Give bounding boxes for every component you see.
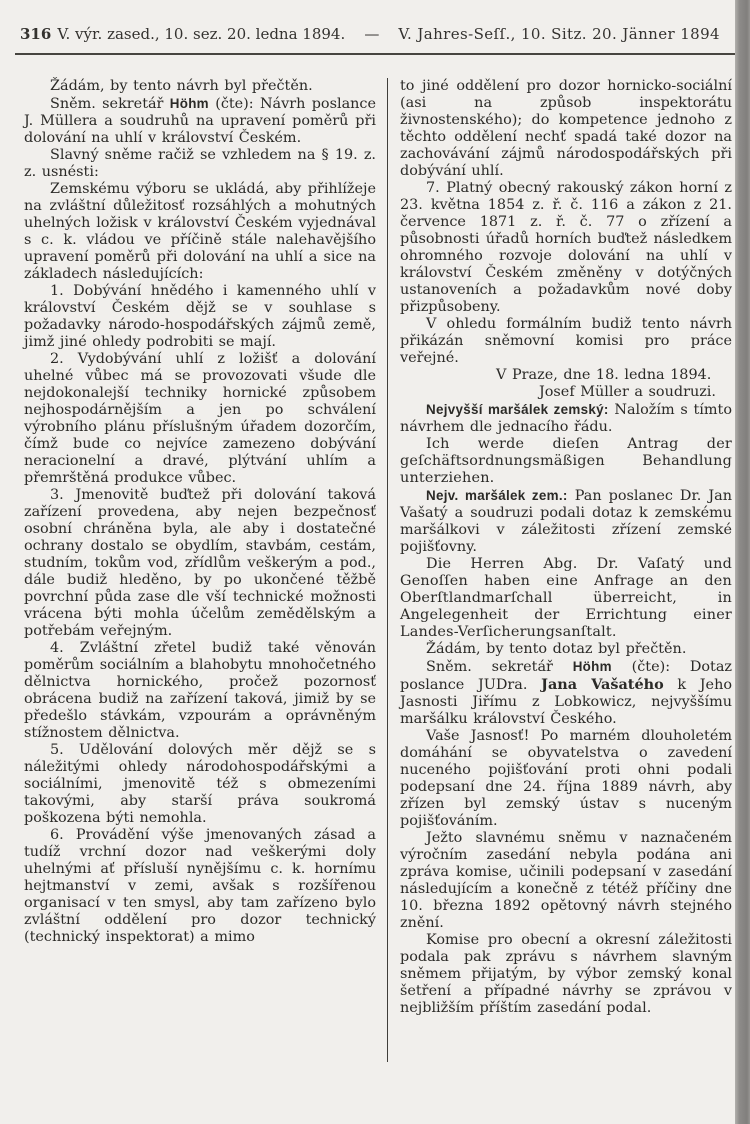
paragraph [24, 283, 376, 351]
text-run: Ich werde dieſen Antrag der geſchäftsordnungsmäßigen Behandlung unterziehen. [400, 436, 732, 486]
paragraph [400, 658, 732, 728]
text-run: Komise pro obecní a okresní záležitosti podala pak zprávu s návrhem slavným sněmem přijatým, by výbor zemský konal šetření a případné návrhy se zprávou v nejbližším příštím zasedání podal. [400, 932, 732, 1016]
text-run: Zemskému výboru se ukládá, aby přihlížeje na zvláštní důležitosť rozsáhlých a mohutných uhelných ložisk v království Českém vyjednával s c. k. vládou ve příčině stále nalehavějšího upravení poměrů při dolování na uhlí a sice na základech následujících: [24, 181, 376, 282]
text-run: (čte): Dotaz poslance JUDra. [400, 659, 732, 693]
text-run: 7. Platný obecný rakouský zákon horní z 23. května 1854 z. ř. č. 116 a zákon z 21. července 1871 z. ř. č. 77 o zřízení a působnosti úřadů horních buďtež následkem ohromného rozvoje dolování na uhlí v království Českém změněny v dotýčných ustanoveních a požadavkům nové doby přizpůsobeny. [400, 180, 732, 315]
text-run: Sněm. sekretář [50, 96, 170, 112]
text-run: 6. Provádění výše jmenovaných zásad a tudíž vrchní dozor nad veškerými doly uhelnými ať přísluší nynějšímu c. k. hornímu hejtmanství v zemi, avšak s rozšířenou organisací v ten smysl, aby tam zařízeno bylo zvláštní oddělení pro dozor technický (technický inspektorat) a mimo [24, 827, 376, 945]
paragraph [400, 436, 732, 487]
text-run: k Jeho Jasnosti Jiřímu z Lobkowicz, nejvyššímu maršálku království Českého. [400, 677, 733, 727]
paragraph [400, 728, 732, 830]
header-czech-session: V. výr. zased., 10. sez. 20. ledna 1894. [57, 25, 346, 43]
text-run: Sněm. sekretář [426, 659, 573, 675]
paragraph [24, 640, 376, 742]
header-rule [15, 53, 736, 55]
text-run: Ježto slavnému sněmu v naznačeném výročním zasedání nebyla podána ani zpráva komise, učinili podepsaní v zasedání následujícím a konečně z tétéž příčiny dne 10. března 1892 opětovný návrh stejného znění. [400, 830, 732, 931]
text-run: Žádám, by tento návrh byl přečtěn. [50, 78, 313, 94]
column-left [24, 78, 387, 1062]
speaker-name: Nejvyšší maršálek zemský: [426, 402, 609, 417]
header-czech [20, 25, 345, 43]
paragraph [24, 181, 376, 283]
text-run: 2. Vydobývání uhlí z ložišť a dolování uhelné vůbec má se provozovati všude dle nejdokonalejší techniky hornické způsobem nejhospodárnějším a jen po schválení výrobního plánu příslušným úřadem dozorčím, čímž bude co nejvíce zamezeno dobývání neracionelní a dravé, plýtvání uhlím a přemrštěná produkce vůbec. [24, 351, 376, 486]
header-german-session: V. Jahres-Seſſ., 10. Sitz. 20. Jänner 1894 [398, 25, 720, 43]
text-run: to jiné oddělení pro dozor hornicko-sociální (asi na způsob inspektorátu živnostenského); do kompetence jednoho z těchto oddělení nechť spadá také dozor na zachovávání zájmů národospodářských při dobývání uhlí. [400, 78, 732, 179]
paragraph [400, 830, 732, 932]
speaker-name: Nejv. maršálek zem.: [426, 488, 568, 503]
text-columns [24, 78, 732, 1062]
paragraph [400, 641, 732, 658]
text-run: Žádám, by tento dotaz byl přečtěn. [426, 641, 687, 657]
scan-shadow-edge [735, 0, 750, 1124]
paragraph [400, 384, 732, 401]
text-run: Josef Müller a soudruzi. [538, 384, 716, 400]
column-right [388, 78, 732, 1062]
text-run: Vaše Jasnosť! Po marném dlouholetém domáhání se obyvatelstva o zavedení nuceného pojišťování proti ohni podali podepsaní dne 24. října 1889 návrh, aby zřízen byl zemský ústav s nuceným pojišťováním. [400, 728, 732, 829]
speaker-name: Höhm [169, 96, 209, 111]
text-run: (čte): Návrh poslance J. Müllera a soudruhů na upravení poměrů při dolování na uhlí v království Českém. [24, 96, 376, 146]
person-name: Jana Vašatého [541, 676, 664, 693]
paragraph [24, 351, 376, 487]
paragraph [24, 827, 376, 946]
text-run: 5. Udělování dolových měr dějž se s náležitými ohledy národohospodářskými a sociálními, jmenovitě též s obmezeními takovými, aby starší práva soukromá poškozena býti nemohla. [24, 742, 376, 826]
paragraph [24, 95, 376, 147]
paragraph [24, 147, 376, 181]
text-run: Naložím s tímto návrhem dle jednacího řádu. [400, 402, 733, 435]
paragraph [400, 487, 732, 556]
paragraph [400, 78, 732, 180]
paragraph [400, 180, 732, 316]
text-run: Die Herren Abg. Dr. Vaſatý und Genoſſen haben eine Anfrage an den Oberſtlandmarſchall überreicht, in Angelegenheit der Errichtung einer Landes-Verſicherungsanſtalt. [400, 556, 732, 640]
paragraph [400, 316, 732, 367]
paragraph [24, 742, 376, 827]
paragraph [24, 78, 376, 95]
text-run: Slavný sněme račiž se vzhledem na § 19. z. z. usnésti: [24, 147, 376, 180]
header-dash: — [364, 25, 380, 43]
paragraph [400, 367, 732, 384]
speaker-name: Höhm [572, 659, 612, 674]
paragraph [400, 556, 732, 641]
page-header [20, 25, 720, 43]
text-run: 3. Jmenovitě buďtež při dolování taková zařízení provedena, aby nejen bezpečnosť osobní chráněna byla, ale aby i dostatečné ochrany dostalo se obydlím, stavbám, cestám, studním, tokům vod, zřídlům veškerým a pod., dále budiž hleděno, by po ukončené těžbě povrchní půda zase dle vší technické možnosti vrácena býti mohla účelům zemědělským a potřebám veřejným. [24, 487, 376, 639]
paragraph [400, 932, 732, 1017]
text-run: V Praze, dne 18. ledna 1894. [496, 367, 712, 383]
text-run: V ohledu formálním budiž tento návrh přikázán sněmovní komisi pro práce veřejné. [400, 316, 732, 366]
text-run: Pan poslanec Dr. Jan Vašatý a soudruzi podali dotaz k zemskému maršálkovi v záležitosti zřízení zemské pojišťovny. [400, 488, 732, 555]
paragraph [24, 487, 376, 640]
text-run: 1. Dobývání hnědého i kamenného uhlí v království Českém dějž se v souhlase s požadavky národo-hospodářských zájmů země, jimž jiné ohledy podrobiti se mají. [24, 283, 376, 350]
text-run: 4. Zvláštní zřetel budiž také věnován poměrům sociálním a blahobytu mnohočetného dělnictva hornického, pročež pozornosť obrácena budiž na zařízení taková, jimiž by se předešlo stávkám, vzpourám a oprávněným stížnostem dělnictva. [24, 640, 376, 741]
paragraph [400, 401, 732, 436]
page-number: 316 [20, 25, 52, 43]
